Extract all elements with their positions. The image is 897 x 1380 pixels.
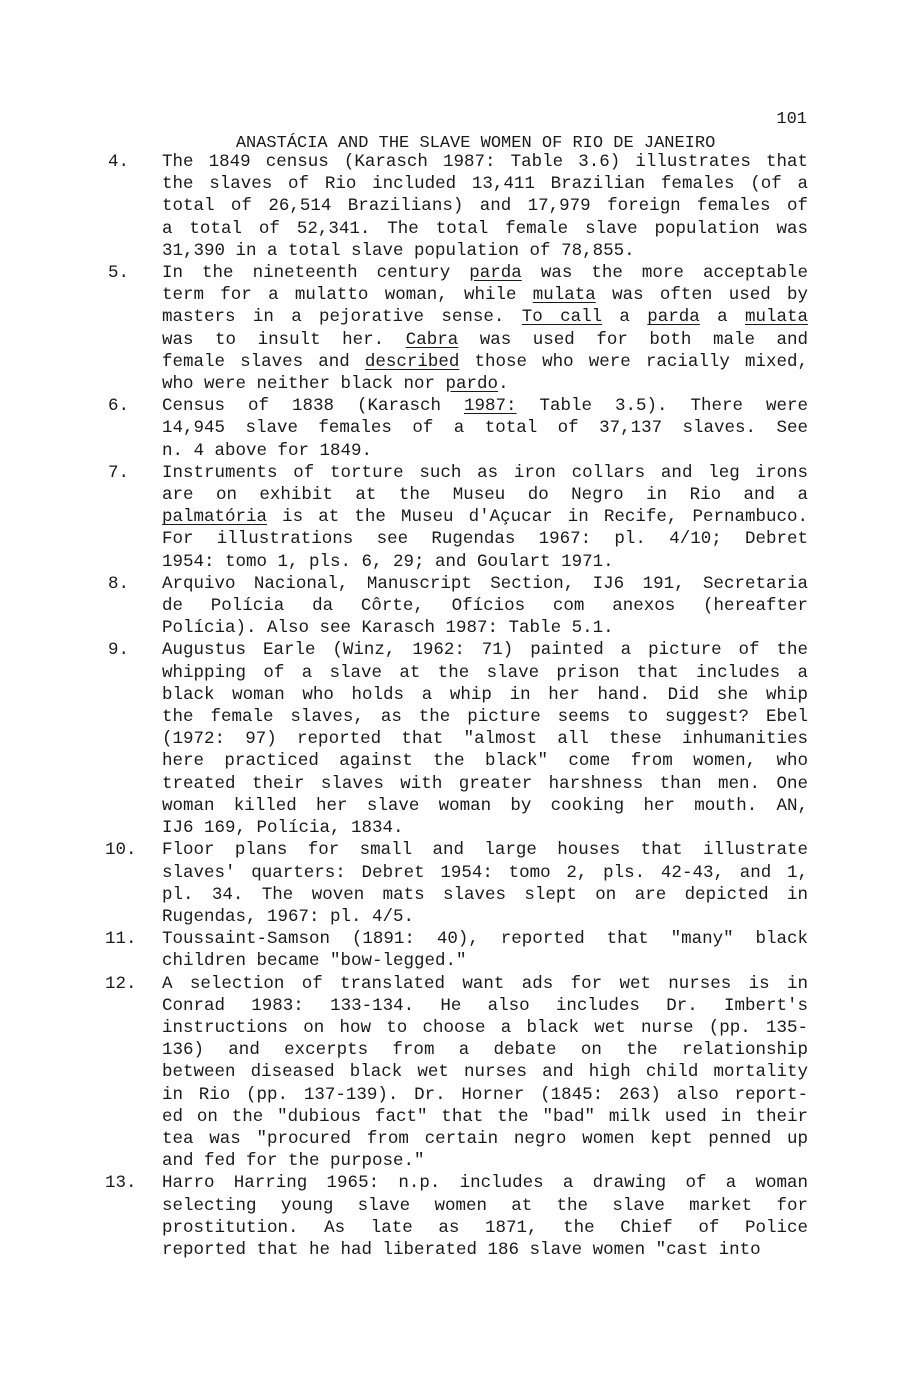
endnote-line: 14,945 slave females of a total of 37,137 slaves. See	[162, 418, 808, 439]
endnote	[108, 462, 808, 573]
endnote	[105, 1172, 808, 1261]
endnote-line: 136) and excerpts from a debate on the relationship	[162, 1040, 808, 1061]
endnote-line: here practiced against the black" come from women, who	[162, 751, 808, 772]
endnote-line: ed on the "dubious fact" that the "bad" milk used in their	[162, 1106, 808, 1127]
endnote-line: female slaves and described those who were racially mixed,	[162, 351, 809, 372]
endnote-line: tea was "procured from certain negro women kept penned up	[162, 1128, 808, 1149]
endnote-number: 4.	[108, 152, 130, 172]
endnote-line: 1954: tomo 1, pls. 6, 29; and Goulart 1971.	[162, 551, 614, 572]
running-title: ANASTÁCIA AND THE SLAVE WOMEN OF RIO DE JANEIRO	[235, 134, 716, 153]
endnote-line: children became "bow-legged."	[162, 951, 467, 972]
endnote-line: between diseased black wet nurses and high child mortality	[162, 1062, 808, 1083]
endnote-number: 5.	[108, 263, 130, 284]
endnote-line: Toussaint-Samson (1891: 40), reported that "many" black	[162, 929, 808, 950]
endnote-line: a total of 52,341. The total female slave population was	[162, 218, 808, 239]
endnote-line: treated their slaves with greater harshness than men. One	[162, 773, 808, 794]
endnote-number: 9.	[108, 640, 130, 661]
page-number: 101	[776, 110, 807, 129]
endnote-line: reported that he had liberated 186 slave women "cast into	[162, 1239, 761, 1260]
endnote-line: was to insult her. Cabra was used for both male and	[162, 329, 808, 350]
endnote-line: (1972: 97) reported that "almost all these inhumanities	[162, 729, 808, 750]
endnote-number: 11.	[105, 929, 137, 950]
endnote-line: the slaves of Rio included 13,411 Brazilian females (of a	[162, 174, 808, 195]
endnote-number: 13.	[105, 1173, 137, 1194]
endnote-line: pl. 34. The woven mats slaves slept on are depicted in	[162, 884, 808, 905]
endnote-line: The 1849 census (Karasch 1987: Table 3.6) illustrates that	[162, 152, 808, 172]
endnote-number: 12.	[105, 973, 137, 994]
endnote	[108, 639, 808, 839]
endnote-line: who were neither black nor pardo.	[162, 374, 509, 395]
endnote	[105, 928, 808, 972]
endnote-line: Instruments of torture such as iron collars and leg irons	[162, 462, 808, 483]
endnote-number: 10.	[105, 840, 137, 861]
endnote	[108, 151, 808, 262]
endnote-line: slaves' quarters: Debret 1954: tomo 2, pls. 42-43, and 1,	[162, 862, 808, 883]
endnote-line: Polícia). Also see Karasch 1987: Table 5.1.	[162, 618, 614, 639]
endnote-line: masters in a pejorative sense. To call a parda a mulata	[162, 307, 808, 328]
endnote-line: Floor plans for small and large houses that illustrate	[162, 840, 808, 861]
endnote	[105, 973, 808, 1173]
endnote-line: For illustrations see Rugendas 1967: pl. 4/10; Debret	[162, 529, 808, 550]
endnote-number: 7.	[108, 462, 130, 483]
endnote-line: 31,390 in a total slave population of 78,855.	[162, 240, 635, 261]
endnote	[108, 262, 808, 395]
endnote-line: n. 4 above for 1849.	[162, 440, 373, 461]
endnote-line: term for a mulatto woman, while mulata was often used by	[162, 285, 808, 306]
endnote-line: A selection of translated want ads for wet nurses is in	[162, 973, 808, 994]
endnotes-list	[105, 151, 809, 1261]
endnote-line: de Polícia da Côrte, Ofícios com anexos (hereafter	[162, 596, 808, 617]
endnote-line: Conrad 1983: 133-134. He also includes Dr. Imbert's	[162, 995, 808, 1016]
endnote-line: total of 26,514 Brazilians) and 17,979 foreign females of	[162, 196, 808, 217]
endnote-number: 6.	[108, 396, 130, 417]
endnote-line: Census of 1838 (Karasch 1987: Table 3.5). There were	[162, 396, 809, 417]
endnote-number: 8.	[108, 573, 130, 594]
endnote-line: Augustus Earle (Winz, 1962: 71) painted a picture of the	[162, 640, 808, 661]
endnote-line: and fed for the purpose."	[162, 1151, 425, 1172]
endnote-line: IJ6 169, Polícia, 1834.	[162, 818, 404, 839]
endnote	[108, 395, 808, 462]
endnote-line: woman killed her slave woman by cooking her mouth. AN,	[162, 795, 808, 816]
endnote-line: In the nineteenth century parda was the more acceptable	[162, 263, 809, 284]
endnote-line: black woman who holds a whip in her hand. Did she whip	[162, 684, 808, 705]
endnote-line: Rugendas, 1967: pl. 4/5.	[162, 906, 415, 927]
endnote-line: instructions on how to choose a black wet nurse (pp. 135-	[162, 1017, 808, 1038]
endnote-line: the female slaves, as the picture seems to suggest? Ebel	[162, 707, 808, 728]
endnote-line: Harro Harring 1965: n.p. includes a drawing of a woman	[162, 1173, 808, 1194]
endnote-line: in Rio (pp. 137-139). Dr. Horner (1845: 263) also report-	[162, 1084, 808, 1105]
endnote-line: Arquivo Nacional, Manuscript Section, IJ6 191, Secretaria	[162, 573, 808, 594]
endnote-line: palmatória is at the Museu d'Açucar in Recife, Pernambuco.	[162, 507, 808, 528]
endnote	[105, 839, 808, 928]
endnote-line: whipping of a slave at the slave prison that includes a	[162, 662, 808, 683]
endnote	[108, 573, 808, 640]
endnote-line: selecting young slave women at the slave market for	[162, 1195, 808, 1216]
endnote-line: are on exhibit at the Museu do Negro in Rio and a	[162, 485, 808, 506]
endnote-line: prostitution. As late as 1871, the Chief of Police	[162, 1217, 808, 1238]
